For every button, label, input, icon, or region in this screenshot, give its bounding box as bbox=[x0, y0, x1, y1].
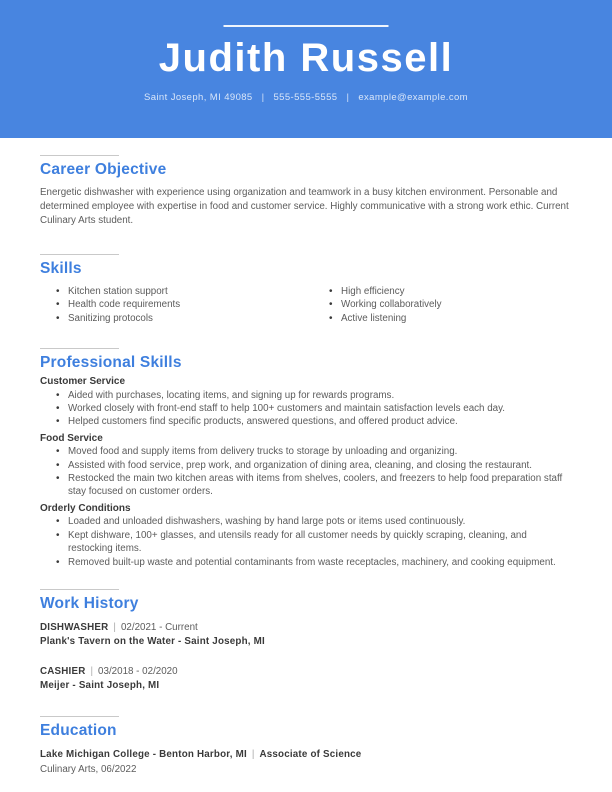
job-dates: 03/2018 - 02/2020 bbox=[98, 665, 178, 677]
contact-email: example@example.com bbox=[358, 92, 468, 103]
contact-info bbox=[0, 92, 612, 103]
career-objective-text: Energetic dishwasher with experience using organization and teamwork in a busy kitchen environment. Personable and determined employee with expertise in food and customer service. Highly communicative with a strong work ethic. Current Culinary Arts student. bbox=[40, 187, 569, 226]
skill-group-name: Food Service bbox=[40, 432, 103, 444]
professional-skill-item: • Helped customers find specific products, answered questions, and offered product advice. bbox=[55, 415, 572, 428]
contact-separator: | bbox=[261, 92, 265, 103]
skill-item: • Active listening bbox=[328, 312, 572, 325]
section-divider bbox=[40, 348, 119, 349]
skill-group-bullets bbox=[40, 515, 572, 569]
education-detail: Culinary Arts, 06/2022 bbox=[40, 763, 137, 775]
professional-skill-item: • Moved food and supply items from delivery trucks to storage by unloading and organizing. bbox=[55, 445, 572, 458]
skill-group-bullets bbox=[40, 389, 572, 429]
skill-item: • Sanitizing protocols bbox=[55, 312, 313, 325]
section-career-objective bbox=[40, 155, 572, 228]
job-title-line bbox=[40, 621, 572, 635]
section-work-history bbox=[40, 589, 572, 693]
job-separator: | bbox=[113, 621, 116, 633]
skills-columns bbox=[40, 285, 572, 325]
job-dates: 02/2021 - Current bbox=[120, 621, 198, 633]
professional-skill-item: • Aided with purchases, locating items, and signing up for rewards programs. bbox=[55, 389, 572, 402]
professional-skill-item: • Assisted with food service, prep work, and organization of dining area, cleaning, and closing the restaurant. bbox=[55, 459, 572, 472]
skill-item: • High efficiency bbox=[328, 285, 572, 298]
job-role: DISHWASHER bbox=[40, 621, 109, 633]
skill-group-bullets bbox=[40, 445, 572, 499]
contact-separator: | bbox=[346, 92, 350, 103]
skills-list-left bbox=[40, 285, 313, 325]
education-degree: Associate of Science bbox=[259, 748, 362, 760]
section-title-work-history: Work History bbox=[40, 594, 139, 612]
section-title-professional-skills: Professional Skills bbox=[40, 354, 182, 372]
job-entry-dishwasher bbox=[40, 621, 572, 649]
section-skills bbox=[40, 254, 572, 325]
professional-skill-item: • Kept dishware, 100+ glasses, and utensils ready for all customer needs by quickly scraping, cleaning, and restocking items. bbox=[55, 529, 572, 556]
candidate-name: Judith Russell bbox=[158, 36, 454, 80]
job-employer: Meijer - Saint Joseph, MI bbox=[40, 679, 160, 691]
education-school-line bbox=[40, 748, 572, 762]
job-role: CASHIER bbox=[40, 665, 86, 677]
education-separator: | bbox=[251, 748, 255, 760]
section-divider bbox=[40, 155, 119, 156]
skill-group-name: Orderly Conditions bbox=[40, 502, 131, 514]
section-title-education: Education bbox=[40, 721, 117, 739]
section-education bbox=[40, 716, 572, 777]
section-professional-skills bbox=[40, 348, 572, 569]
professional-skill-item: • Restocked the main two kitchen areas with items from shelves, coolers, and freezers to help food preparation staff stay focused on customer orders. bbox=[55, 472, 572, 499]
resume-header bbox=[0, 0, 612, 138]
skill-group-customer-service bbox=[40, 375, 572, 429]
skill-item: • Kitchen station support bbox=[55, 285, 313, 298]
professional-skill-item: • Loaded and unloaded dishwashers, washing by hand large pots or items used continuously. bbox=[55, 515, 572, 528]
skill-item: • Health code requirements bbox=[55, 298, 313, 311]
contact-location: Saint Joseph, MI 49085 bbox=[144, 92, 253, 103]
job-title-line bbox=[40, 665, 572, 679]
education-school: Lake Michigan College - Benton Harbor, MI bbox=[40, 748, 247, 760]
skills-list-right bbox=[313, 285, 572, 325]
header-accent-line bbox=[224, 25, 389, 27]
job-employer: Plank's Tavern on the Water - Saint Joseph, MI bbox=[40, 635, 265, 647]
skill-group-food-service bbox=[40, 432, 572, 499]
section-title-career-objective: Career Objective bbox=[40, 161, 167, 178]
skill-group-orderly-conditions bbox=[40, 502, 572, 569]
contact-phone: 555-555-5555 bbox=[273, 92, 338, 103]
skill-item: • Working collaboratively bbox=[328, 298, 572, 311]
section-divider bbox=[40, 716, 119, 717]
job-separator: | bbox=[90, 665, 94, 677]
professional-skill-item: • Removed built-up waste and potential contaminants from waste receptacles, machinery, and cooking equipment. bbox=[55, 556, 572, 569]
resume-body bbox=[0, 155, 612, 777]
section-title-skills: Skills bbox=[40, 260, 82, 277]
section-divider bbox=[40, 589, 119, 590]
professional-skill-item: • Worked closely with front-end staff to help 100+ customers and maintain satisfaction levels each day. bbox=[55, 402, 572, 415]
skill-group-name: Customer Service bbox=[40, 376, 126, 388]
section-divider bbox=[40, 254, 119, 255]
job-entry-cashier bbox=[40, 665, 572, 693]
